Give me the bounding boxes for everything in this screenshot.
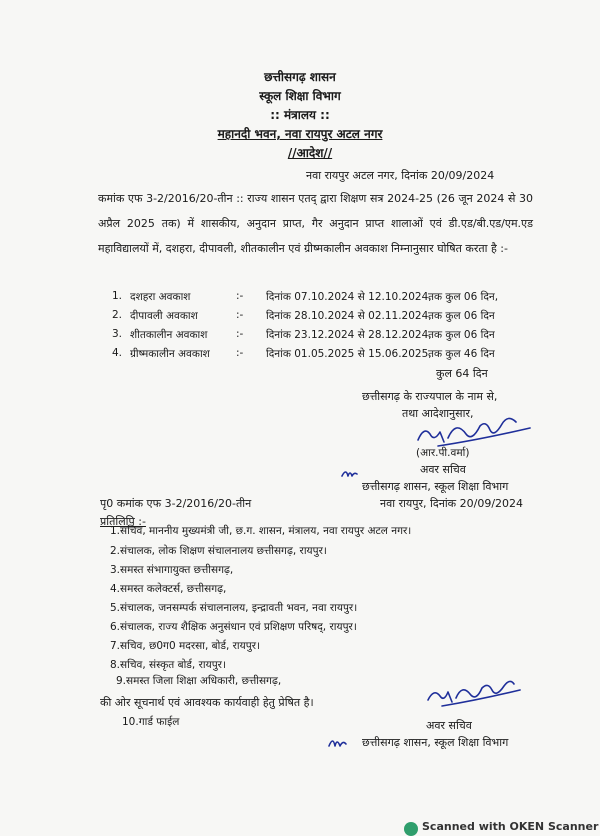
vacation-dates: दिनांक 07.10.2024 से 12.10.2024, [266,291,432,303]
vacation-total: तक कुल 06 दिन [428,329,495,341]
vacation-total: तक कुल 46 दिन [428,348,495,360]
signatory-designation: अवर सचिव [420,463,466,476]
signatory-department: छत्तीसगढ़ शासन, स्कूल शिक्षा विभाग [362,480,509,493]
vacation-name: दशहरा अवकाश [130,291,191,303]
vacation-dates: दिनांक 01.05.2025 से 15.06.2025, [266,348,432,360]
copy-order-number: पृ0 कमांक एफ 3-2/2016/20-तीन [100,497,252,510]
signatory2-designation: अवर सचिव [426,719,472,732]
initials-mark-2 [327,734,349,750]
signature-2 [420,672,530,714]
list-item: 5.संचालक, जनसम्पर्क संचालनालय, इन्द्रावती भवन, नवा रायपुर। [110,602,358,614]
grand-total: कुल 64 दिन [436,367,488,380]
signatory-name: (आर.पी.वर्मा) [416,447,470,459]
vacation-dates: दिनांक 28.10.2024 से 02.11.2024, [266,310,432,322]
header-department: स्कूल शिक्षा विभाग [259,89,341,103]
header-order-title: //आदेश// [287,146,333,160]
list-item: 7.सचिव, छ0ग0 मदरसा, बोर्ड, रायपुर। [110,640,260,652]
list-item: 3.समस्त संभागायुक्त छत्तीसगढ़, [110,564,234,576]
vacation-no: 2. [112,309,123,321]
vacation-no: 1. [112,290,123,302]
vacation-sep: :- [236,309,244,321]
order-body-paragraph: कमांक एफ 3-2/2016/20-तीन :: राज्य शासन एतद् द्वारा शिक्षण सत्र 2024-25 (26 जून 2024 से 30 अप्रैल 2025 तक) में शासकीय, अनुदान प्राप्त, गैर अनुदान प्राप्त शालाओं एवं डी.एड/बी.एड/एम.एड महाविद्यालयों में, दशहरा, दीपावली, शीतकालीन एवं ग्रीष्मकालीन अवकाश निम्नानुसार घोषित करता है :- [98,192,533,255]
vacation-sep: :- [236,347,244,359]
vacation-name: दीपावली अवकाश [130,310,198,322]
vacation-no: 4. [112,347,123,359]
vacation-total: तक कुल 06 दिन [428,310,495,322]
header-ministry: :: मंत्रालय :: [270,108,330,122]
initials-mark [340,466,358,480]
guard-file: 10.गार्ड फाईल [122,716,180,728]
vacation-name: ग्रीष्मकालीन अवकाश [130,348,210,360]
order-date-line: नवा रायपुर अटल नगर, दिनांक 20/09/2024 [306,169,495,182]
copy-heading: प्रतिलिपि :- [100,515,146,528]
forward-line: की ओर सूचनार्थ एवं आवश्यक कार्यवाही हेतु प्रेषित है। [100,696,314,709]
governor-authority: छत्तीसगढ़ के राज्यपाल के नाम से, [362,390,498,403]
vacation-no: 3. [112,328,123,340]
list-item: 4.समस्त कलेक्टर्स, छत्तीसगढ़, [110,583,227,595]
scanner-logo-icon [404,822,418,836]
governor-order: तथा आदेशानुसार, [402,407,474,420]
copy-place-date: नवा रायपुर, दिनांक 20/09/2024 [380,497,524,510]
list-item: 2.संचालक, लोक शिक्षण संचालनालय छत्तीसगढ़, रायपुर। [110,545,327,557]
vacation-sep: :- [236,328,244,340]
vacation-dates: दिनांक 23.12.2024 से 28.12.2024, [266,329,432,341]
signatory2-department: छत्तीसगढ़ शासन, स्कूल शिक्षा विभाग [362,736,509,749]
list-item: 6.संचालक, राज्य शैक्षिक अनुसंधान एवं प्रशिक्षण परिषद्, रायपुर। [110,621,357,633]
list-item: 8.सचिव, संस्कृत बोर्ड, रायपुर। [110,659,226,671]
list-item: 1.सचिव, माननीय मुख्यमंत्री जी, छ.ग. शासन, मंत्रालय, नवा रायपुर अटल नगर। [110,525,412,537]
header-government: छत्तीसगढ़ शासन [264,70,336,84]
scanner-footer: Scanned with OKEN Scanner [422,820,599,833]
list-item: 9.समस्त जिला शिक्षा अधिकारी, छत्तीसगढ़, [116,675,282,687]
header-address: महानदी भवन, नवा रायपुर अटल नगर [217,127,383,141]
vacation-name: शीतकालीन अवकाश [130,329,208,341]
vacation-sep: :- [236,290,244,302]
vacation-total: तक कुल 06 दिन, [428,291,499,303]
